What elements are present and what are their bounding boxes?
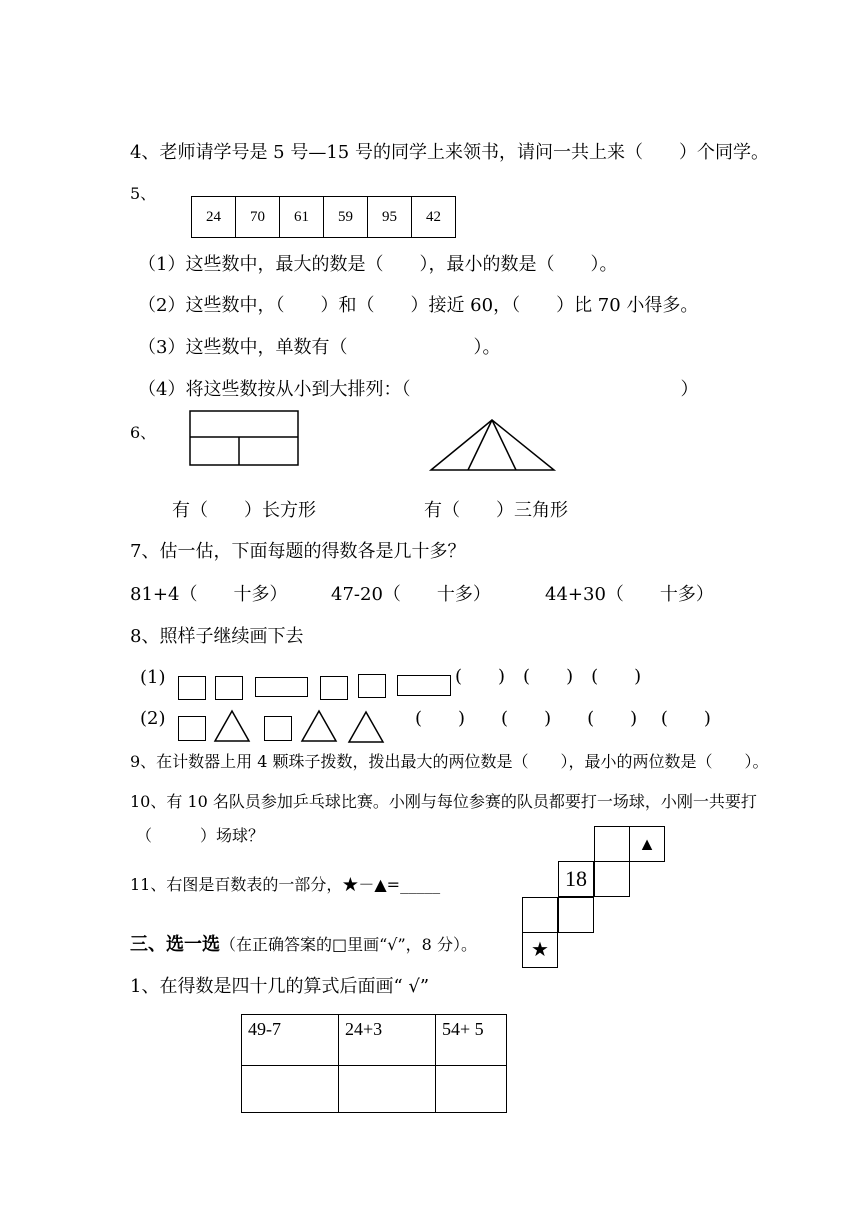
pattern-row-2-label: (2) bbox=[140, 708, 166, 729]
expression-cell: 54+ 5 bbox=[436, 1015, 507, 1066]
triangle-count-answer: 有（ ）三角形 bbox=[424, 500, 568, 521]
hundred-chart-cell bbox=[558, 897, 594, 933]
question-7-title: 7、估一估，下面每题的得数各是几十多？ bbox=[130, 541, 466, 562]
estimate-item: 44+30（ 十多） bbox=[545, 584, 714, 605]
pattern-row-1-label: (1) bbox=[140, 667, 166, 688]
hundred-chart-cell bbox=[594, 826, 630, 862]
hundred-chart-star-cell: ★ bbox=[522, 932, 558, 968]
pattern-square bbox=[264, 716, 292, 741]
answer-cell[interactable] bbox=[339, 1066, 436, 1113]
estimate-item: 81+4（ 十多） bbox=[130, 584, 288, 605]
pattern-triangle bbox=[213, 709, 251, 743]
section-3-question-1: 1、在得数是四十几的算式后面画“ √” bbox=[130, 976, 430, 997]
pattern-square bbox=[358, 674, 386, 698]
hundred-chart-cell-18: 18 bbox=[558, 861, 594, 897]
question-4: 4、老师请学号是 5 号—15 号的同学上来领书，请问一共上来（ ）个同学。 bbox=[130, 142, 769, 163]
pattern-square bbox=[178, 676, 206, 700]
answer-cell[interactable] bbox=[436, 1066, 507, 1113]
pattern-row-1-blanks: ( ) ( ) ( ) bbox=[455, 666, 642, 687]
pattern-row-2-blanks: ( ) ( ) ( ) ( ) bbox=[415, 708, 711, 729]
question-5-sub-2: （2）这些数中，（ ）和（ ）接近 60，（ ）比 70 小得多。 bbox=[138, 295, 699, 316]
number-cell: 70 bbox=[236, 197, 280, 238]
section-3-title: 三、选一选 bbox=[130, 934, 220, 955]
number-cell: 42 bbox=[412, 197, 456, 238]
pattern-rectangle bbox=[255, 677, 308, 697]
rectangle-count-answer: 有（ ）长方形 bbox=[172, 500, 316, 521]
hundred-chart-cell bbox=[594, 861, 630, 897]
pattern-triangle bbox=[347, 710, 385, 744]
rectangle-figure bbox=[189, 410, 301, 468]
question-11: 11、右图是百数表的一部分，★－▲=_____ bbox=[130, 875, 441, 894]
answer-cell[interactable] bbox=[242, 1066, 339, 1113]
question-10-line-1: 10、有 10 名队员参加乒乓球比赛。小刚与每位参赛的队员都要打一场球，小刚一共要打 bbox=[130, 792, 757, 811]
question-5-sub-4: （4）将这些数按从小到大排列：（ ） bbox=[138, 379, 699, 400]
pattern-square bbox=[178, 716, 206, 741]
number-cell: 95 bbox=[368, 197, 412, 238]
triangle-figure bbox=[428, 417, 558, 473]
estimate-item: 47-20（ 十多） bbox=[331, 584, 491, 605]
number-cell: 24 bbox=[192, 197, 236, 238]
question-6-label: 6、 bbox=[130, 423, 157, 442]
question-5-label: 5、 bbox=[130, 184, 157, 203]
section-3-heading bbox=[130, 934, 477, 956]
expression-cell: 24+3 bbox=[339, 1015, 436, 1066]
question-5-sub-1: （1）这些数中，最大的数是（ ），最小的数是（ ）。 bbox=[138, 254, 618, 275]
expression-table bbox=[241, 1014, 507, 1113]
question-9: 9、在计数器上用 4 颗珠子拨数，拨出最大的两位数是（ ），最小的两位数是（ ）。 bbox=[130, 752, 769, 771]
number-cell: 61 bbox=[280, 197, 324, 238]
pattern-square bbox=[215, 676, 243, 700]
question-10-line-2: （ ）场球？ bbox=[136, 826, 265, 845]
question-8-title: 8、照样子继续画下去 bbox=[130, 626, 304, 647]
pattern-square bbox=[320, 676, 348, 700]
pattern-rectangle bbox=[397, 675, 451, 696]
section-3-note: （在正确答案的□里画“√”，8 分）。 bbox=[220, 935, 477, 954]
pattern-triangle bbox=[300, 709, 338, 743]
number-cell: 59 bbox=[324, 197, 368, 238]
expression-cell: 49-7 bbox=[242, 1015, 339, 1066]
number-table bbox=[191, 196, 456, 238]
hundred-chart-triangle-cell: ▲ bbox=[629, 826, 665, 862]
hundred-chart-cell bbox=[522, 897, 558, 933]
question-5-sub-3: （3）这些数中，单数有（ ）。 bbox=[138, 337, 501, 358]
